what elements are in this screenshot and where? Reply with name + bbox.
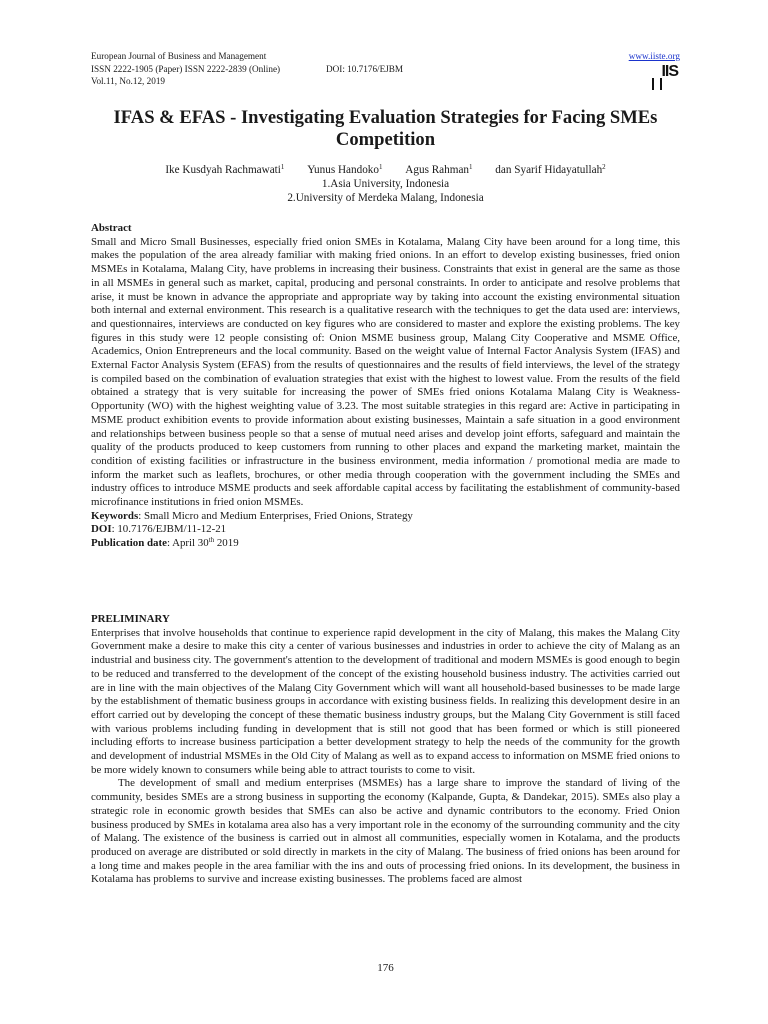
journal-name: European Journal of Business and Management — [91, 51, 267, 61]
affiliation: 1.Asia University, Indonesia — [321, 178, 450, 190]
preliminary-section — [91, 613, 680, 887]
paper-page — [91, 0, 680, 1024]
affiliation: 2.University of Merdeka Malang, Indonesia — [287, 192, 484, 204]
pubdate-label: Publication date — [91, 537, 167, 550]
issn: ISSN 2222-1905 (Paper) ISSN 2222-2839 (Online) — [91, 63, 281, 74]
abstract-body: Small and Micro Small Businesses, especially fried onion SMEs in Kotalama, Malang City have been around for a long time, this makes the population of the area already familiar with making fried onions. In an effort to develop existing businesses, fried onion MSMEs in Kotalama, Malang City, have problems in increasing their business. Constraints that exist in general are the same as those in all MSMEs in general such as market, capital, producing and personal constraints. In order to anticipate and resolve problems that arise, it must be known in advance the appropriate and appropriate way by taking into account the existing environmental situation both internal and external environment. This research is a qualitative research with the techniques to get the data used are: interviews, and questionnaires, interviews are conducted on key figures who are considered to master and explore the existing problems. The key figures in this study were 12 people consisting of: Onion MSME business group, Malang City Cooperative and MSME Office, Academics, Onion Entrepreneurs and the local community. Based on the weight value of Internal Factor Analysis System (IFAS) and External Factor Analysis System (EFAS) from the results of questionnaires and the results of field interviews, the level of the strategy is compiled based on the combination of evaluation strategies that exist with the highest to lowest value. From the results of the field obtained a strategy that is very suitable for increasing the power of SMEs fried onions Kotalama Malang City is Weakness-Opportunity (WO) with the highest weighting value of 3.23. The most suitable strategies in this regard are: Active in participating in MSME product exhibition events to provide information about existing businesses, Maintain a safe situation in a good environment and relationships between business people so that a sense of mutual need arises and develop joint efforts, safeguard and maintain the quality of the products produced to keep customers from running to other places and expand the marketing market, maintain the condition of existing facilities or infrastructure in the business environment, media information / promotional media are made to inform the market such as leaflets, brochures, or other media through cooperation with the government including the SMEs and industry offices to introduce MSME products and seek affordable capital access by facilitating the establishment of community-based microfinance institutions in fried onion MSMEs. — [91, 235, 680, 509]
pubdate-year: 2019 — [214, 537, 239, 550]
author: Agus Rahman$^1$ — [405, 163, 473, 176]
keywords-label: Keywords — [91, 509, 139, 522]
keywords-value: : Small Micro and Medium Enterprises, Fried Onions, Strategy — [138, 509, 413, 522]
author: Ike Kusdyah Rachmawati$^1$ — [165, 163, 285, 176]
paper-title: IFAS & EFAS - Investigating Evaluation Strategies for Facing SMEs Competition — [113, 107, 658, 150]
abstract-heading: Abstract — [91, 222, 132, 234]
author-block — [91, 163, 680, 205]
keywords-line — [91, 510, 680, 524]
pubdate-line — [91, 537, 680, 551]
body-paragraph: Enterprises that involve households that continue to experience rapid development in the city of Malang, this makes the Malang City Government make a desire to make this city a center of various businesses and industries in order to achieve the city of Malang as an industrial and business city. The government's attention to the development of traditional and modern MSMEs is good enough to begin to be reduced and transferred to the development of the concept of the existing household business industry. The activities carried out are in line with the main objectives of the Malang City Government which will want all household-based businesses to be made large by the establishment of thematic business groups in accordance with existing business fields. In realizing this development desire in an effort carried out by developing the concept of these thematic business industry groups, but the Malang City Government is still faced with various problems including funding in development that is still not good that has been formed or which is still pioneered including efforts to increase business participation a better development strategy to help the needs of the community for the growth and development of industrial MSMEs in the Old City of Malang as well as to expand access to information on MSME fried onions to be more widely known to consumers while being able to attract tourists to come to visit. — [91, 626, 680, 776]
journal-doi: DOI: 10.7176/EJBM — [326, 63, 404, 74]
pubdate-suffix: th — [208, 536, 215, 545]
doi-label: DOI — [91, 523, 112, 536]
iiste-logo-icon: IIS — [652, 64, 678, 92]
pubdate-value: : April 30 — [166, 537, 209, 550]
volume-issue: Vol.11, No.12, 2019 — [91, 76, 166, 87]
author: Yunus Handoko$^1$ — [307, 163, 383, 176]
running-header — [91, 50, 680, 88]
author: dan Syarif Hidayatullah$^2$ — [495, 163, 606, 176]
page-number: 176 — [377, 962, 394, 974]
author-list — [91, 163, 680, 177]
abstract-section — [91, 222, 680, 551]
doi-line — [91, 523, 680, 537]
doi-value: : 10.7176/EJBM/11-12-21 — [111, 523, 227, 536]
body-paragraph: The development of small and medium enterprises (MSMEs) has a large share to improve the standard of living of the community, besides SMEs are a strong business in supporting the economy (Kalpande, Gupta, & Dandekar, 2015). SMEs also play a strategic role in economic growth besides that SMEs can also be active and dynamic contributors to the economy. Fried Onion business produced by SMEs in kotalama area also has a very important role in the economy of the surrounding community and the city of Malang. The existence of the business is carried out in almost all communities, especially women in Kotalama, and the products produced on average are distributed or sold directly in markets in the city of Malang. The business of fried onions has been around for a long time and makes people in the area familiar with the ins and outs of processing fried onions. In its development, the business in Kotalama has problems to survive and increase existing businesses. The problems faced are almost — [91, 777, 680, 886]
journal-url-link[interactable]: www.iiste.org — [628, 51, 680, 61]
section-heading: PRELIMINARY — [91, 613, 170, 625]
